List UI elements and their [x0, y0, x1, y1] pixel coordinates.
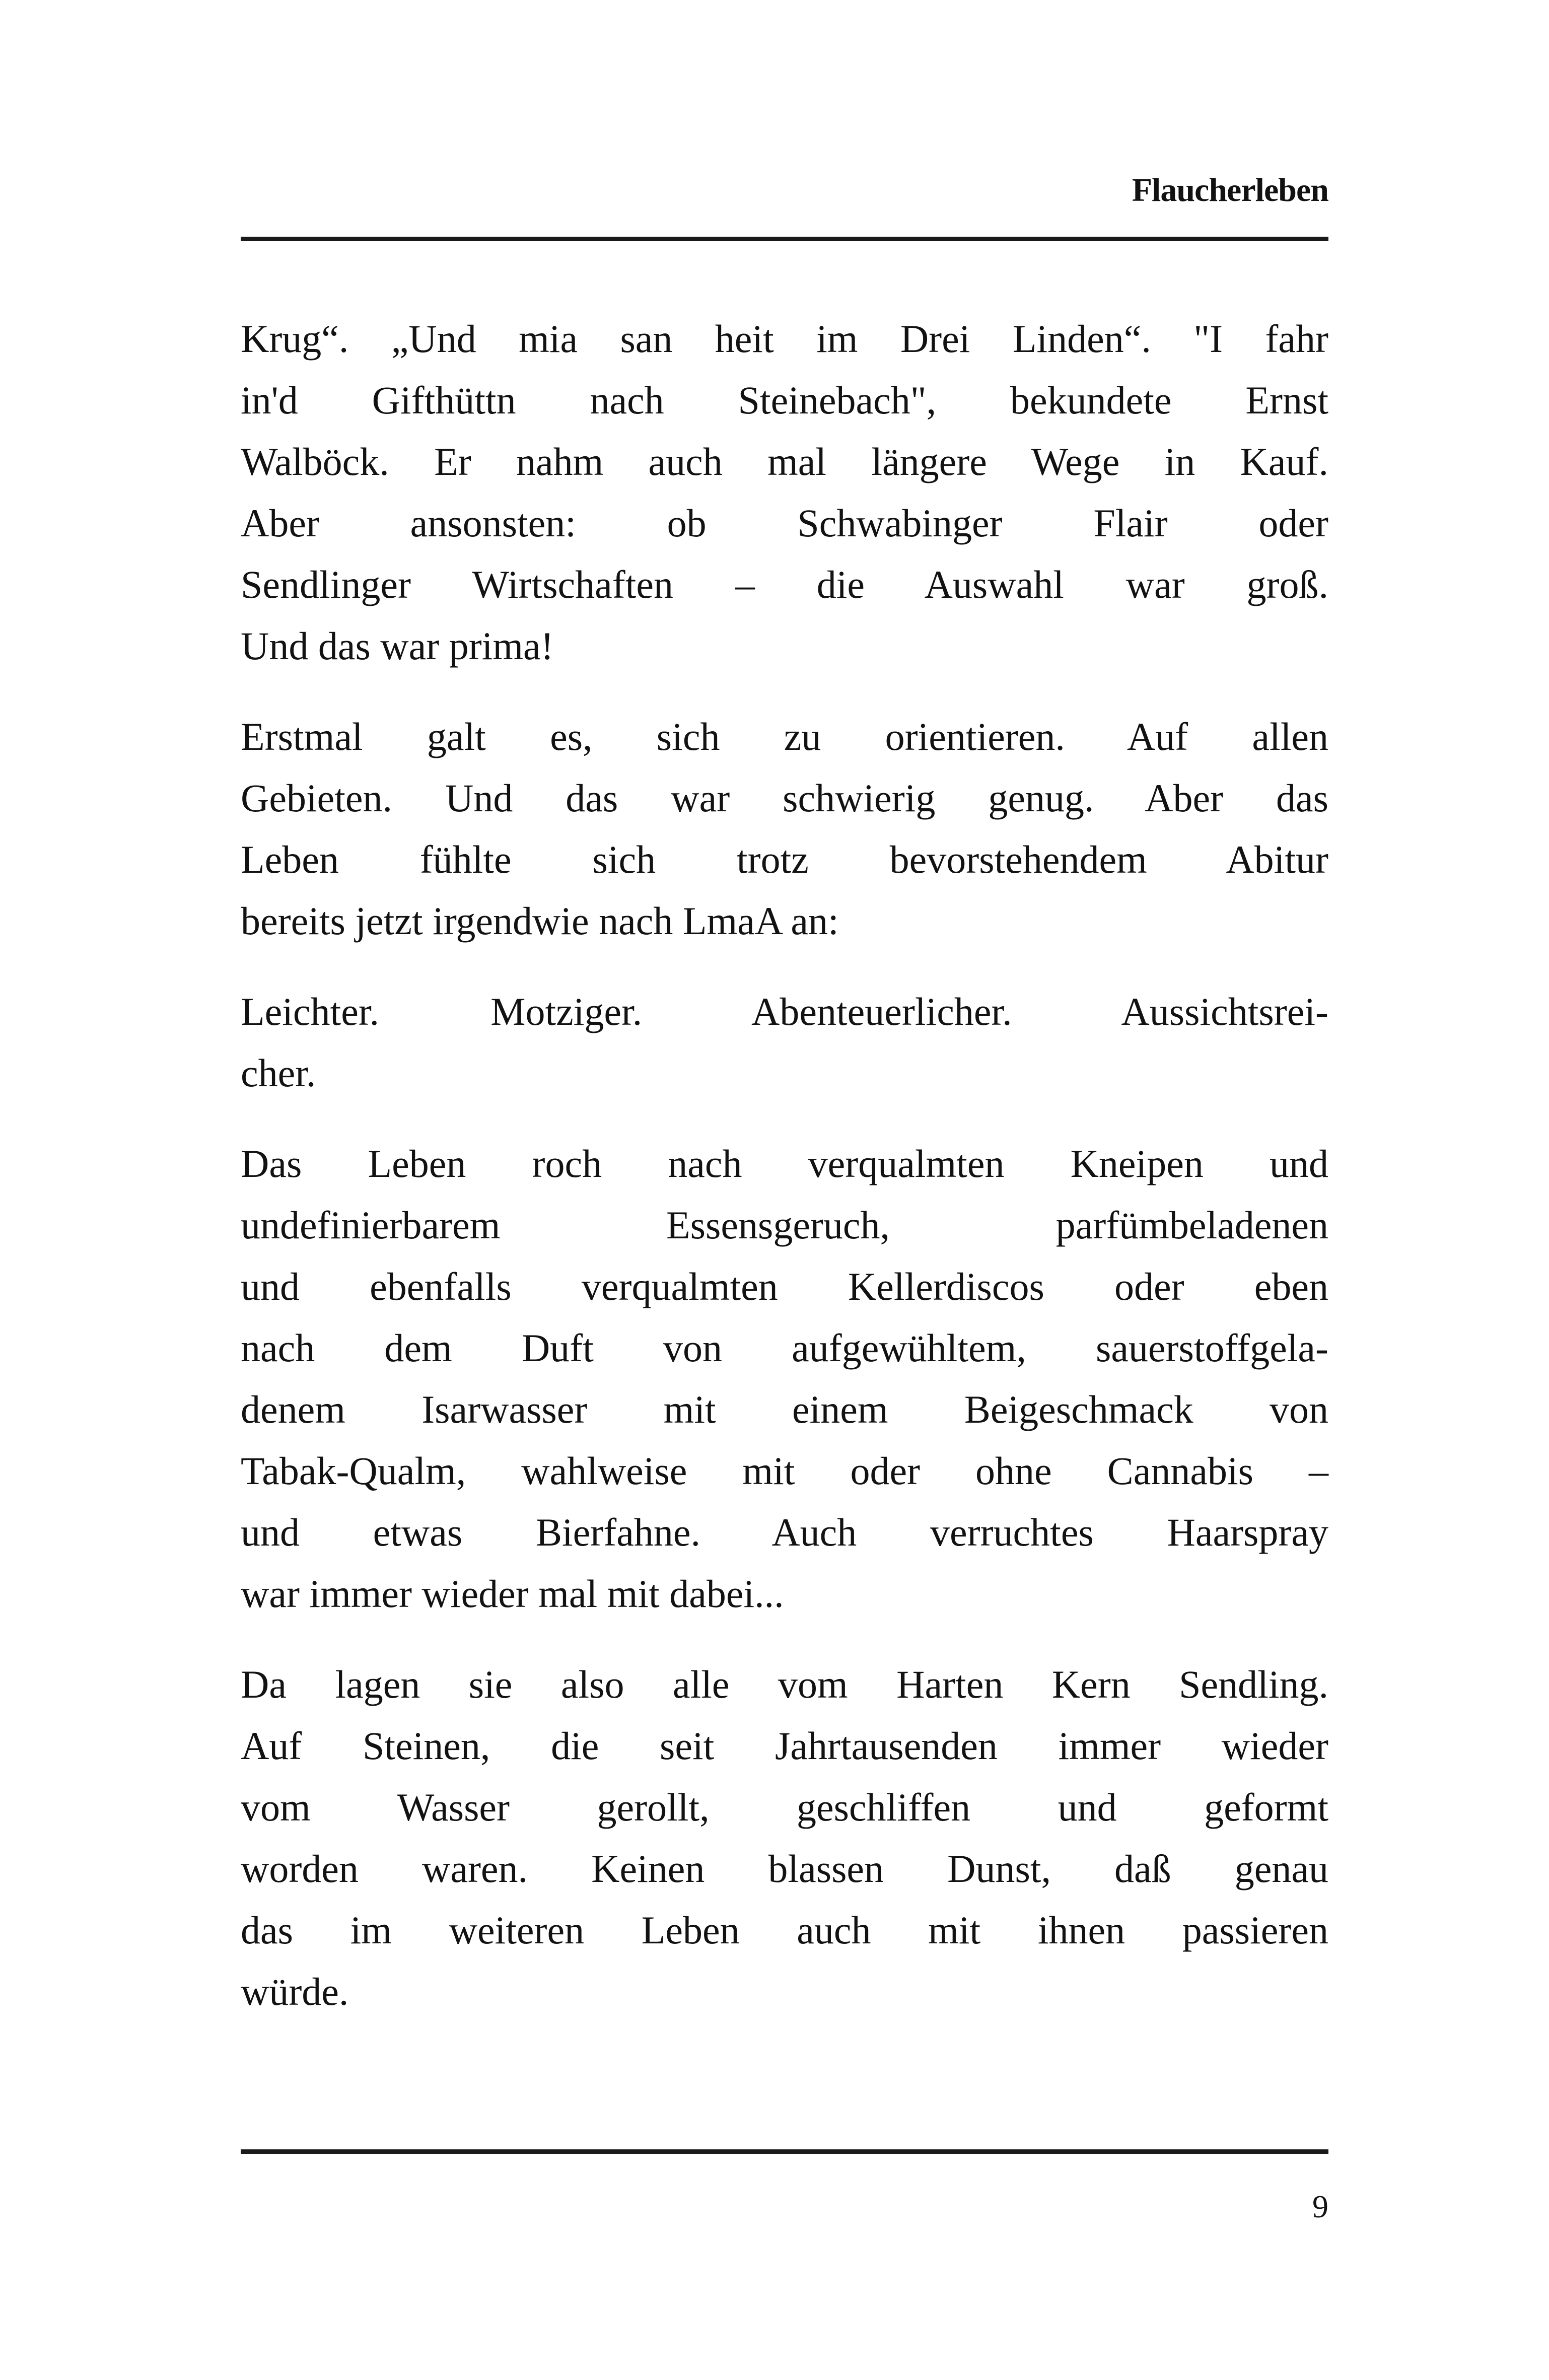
- text-line: würde.: [241, 1970, 349, 2013]
- text-line: Auf Steinen, die seit Jahrtausenden immer wieder: [241, 1724, 1328, 1768]
- text-line: und ebenfalls verqualmten Kellerdiscos oder eben: [241, 1265, 1328, 1308]
- text-line: denem Isarwasser mit einem Beigeschmack von: [241, 1387, 1328, 1431]
- text-line: Das Leben roch nach verqualmten Kneipen und: [241, 1142, 1328, 1185]
- text-line: Sendlinger Wirtschaften – die Auswahl war groß.: [241, 563, 1328, 606]
- paragraph: [241, 308, 1328, 677]
- text-line: Erstmal galt es, sich zu orientieren. Auf allen: [241, 715, 1328, 758]
- text-line: bereits jetzt irgendwie nach LmaA an:: [241, 899, 839, 943]
- text-line: Und das war prima!: [241, 624, 554, 668]
- page-number: 9: [1312, 2189, 1328, 2224]
- text-line: worden waren. Keinen blassen Dunst, daß genau: [241, 1847, 1328, 1891]
- text-line: Walböck. Er nahm auch mal längere Wege in Kauf.: [241, 440, 1328, 483]
- body-text: [241, 308, 1328, 2022]
- running-head-title: Flaucherleben: [1132, 172, 1328, 208]
- text-line: nach dem Duft von aufgewühltem, sauerstoffgela-: [241, 1326, 1328, 1370]
- text-line: war immer wieder mal mit dabei...: [241, 1572, 784, 1616]
- text-line: vom Wasser gerollt, geschliffen und geformt: [241, 1785, 1328, 1829]
- text-line: in'd Gifthüttn nach Steinebach", bekundete Ernst: [241, 378, 1328, 422]
- paragraph: [241, 981, 1328, 1104]
- text-line: Da lagen sie also alle vom Harten Kern Sendling.: [241, 1662, 1328, 1706]
- text-line: Gebieten. Und das war schwierig genug. Aber das: [241, 776, 1328, 820]
- paragraph: [241, 706, 1328, 952]
- text-line: Tabak-Qualm, wahlweise mit oder ohne Cannabis –: [241, 1449, 1328, 1493]
- footer-rule: [241, 2149, 1328, 2154]
- text-line: das im weiteren Leben auch mit ihnen passieren: [241, 1908, 1328, 1952]
- header-rule: [241, 237, 1328, 241]
- text-line: cher.: [241, 1051, 316, 1095]
- text-line: Aber ansonsten: ob Schwabinger Flair oder: [241, 501, 1328, 545]
- text-line: Leben fühlte sich trotz bevorstehendem Abitur: [241, 837, 1328, 881]
- text-line: Leichter. Motziger. Abenteuerlicher. Aussichtsrei-: [241, 990, 1328, 1033]
- text-line: Krug“. „Und mia san heit im Drei Linden“. "I fahr: [241, 317, 1328, 361]
- text-line: und etwas Bierfahne. Auch verruchtes Haarspray: [241, 1510, 1328, 1554]
- text-line: undefinierbarem Essensgeruch, parfümbeladenen: [241, 1203, 1328, 1247]
- paragraph: [241, 1133, 1328, 1625]
- paragraph: [241, 1654, 1328, 2022]
